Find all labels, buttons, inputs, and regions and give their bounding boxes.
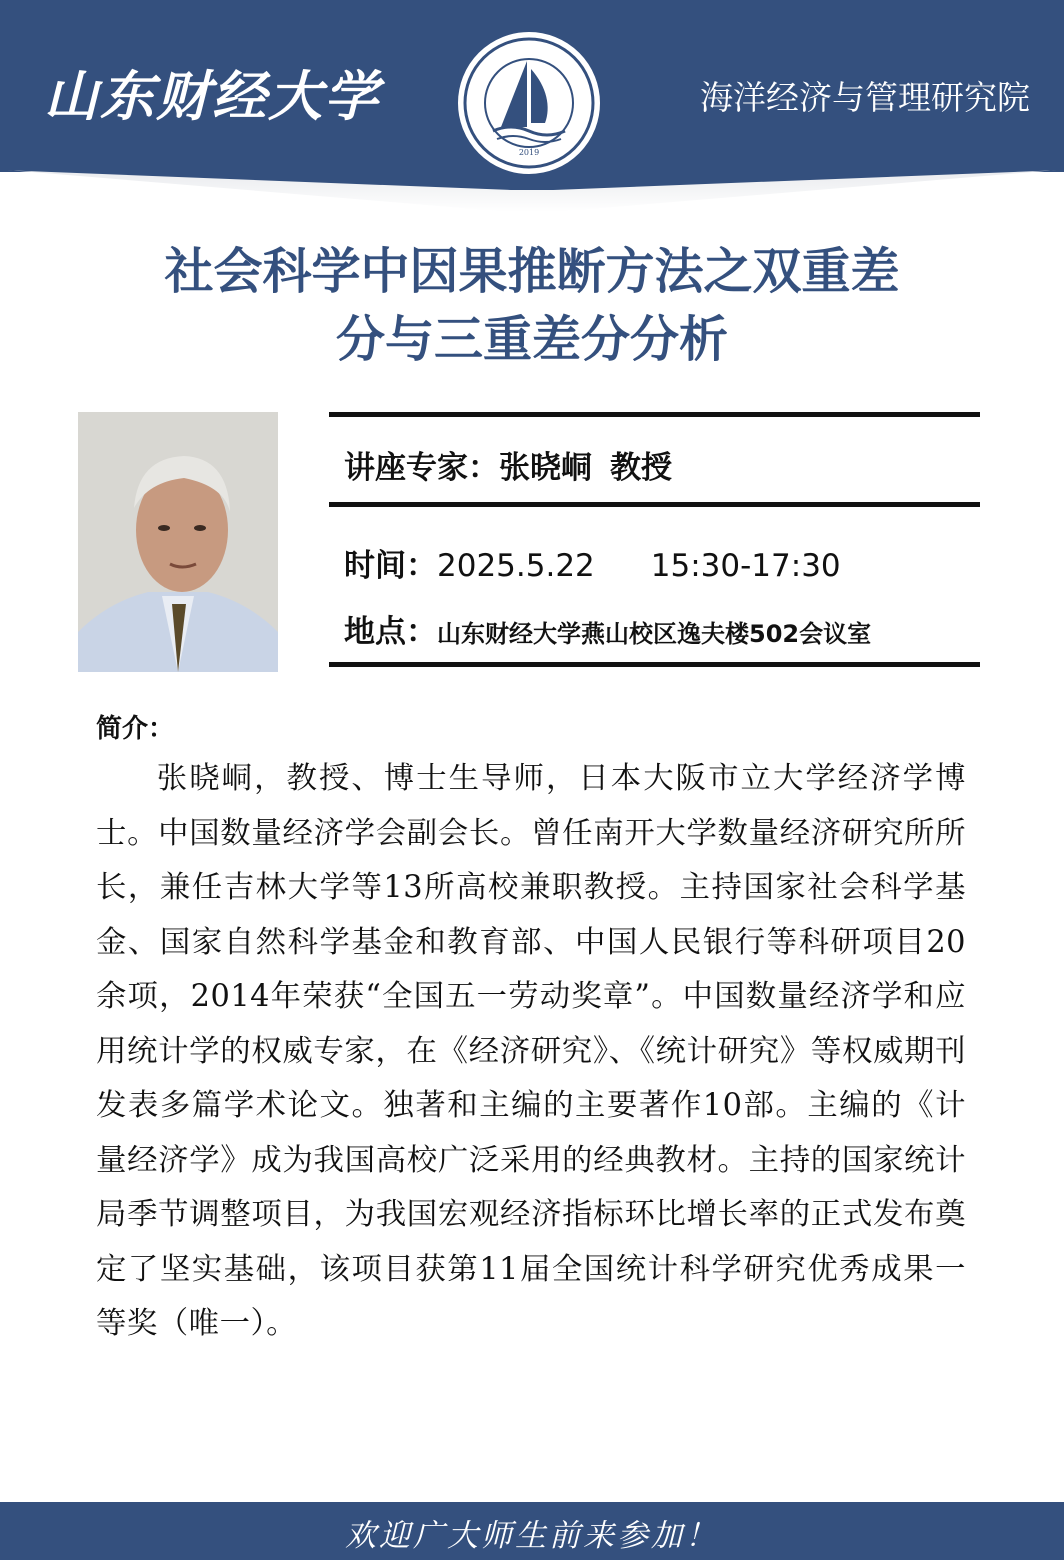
institute-logo — [458, 32, 600, 174]
intro-label: 简介： — [96, 714, 175, 744]
time-line — [344, 540, 841, 585]
speaker-portrait-icon — [78, 412, 278, 672]
lecture-title-line2: 分与三重差分分析 — [335, 311, 728, 368]
middle-divider — [329, 502, 980, 507]
intro-body: 张晓峒，教授、博士生导师，日本大阪市立大学经济学博士。中国数量经济学会副会长。曾任南开大学数量经济研究所所长，兼任吉林大学等13所高校兼职教授。主持国家社会科学基金、国家自然科学基金和教育部、中国人民银行等科研项目20余项，2014年荣获“全国五一劳动奖章”。中国数量经济学和应用统计学的权威专家，在《经济研究》、《统计研究》等权威期刊发表多篇学术论文。独著和主编的主要著作10部。主编的《计量经济学》成为我国高校广泛采用的经典教材。主持的国家统计局季节调整项目，为我国宏观经济指标环比增长率的正式发布奠定了坚实基础，该项目获第11届全国统计科学研究优秀成果一等奖（唯一）。 — [96, 761, 966, 1341]
time-label: 时间： — [344, 548, 437, 584]
bottom-divider — [329, 662, 980, 667]
place-label: 地点： — [344, 614, 437, 650]
svg-text:2019: 2019 — [518, 148, 540, 157]
speaker-rank: 教授 — [610, 450, 672, 486]
speaker-line — [344, 442, 672, 487]
speaker-label: 讲座专家： — [344, 450, 499, 486]
time-hours: 15:30-17:30 — [650, 548, 841, 584]
lecture-title — [60, 238, 1004, 374]
university-name: 山东财经大学 — [44, 64, 380, 128]
place-line — [344, 606, 871, 651]
time-date: 2025.5.22 — [437, 548, 595, 584]
institute-name: 海洋经济与管理研究院 — [700, 78, 1030, 117]
speaker-photo — [78, 412, 278, 672]
footer-invitation: 欢迎广大师生前来参加！ — [345, 1518, 719, 1554]
speaker-name: 张晓峒 — [499, 450, 592, 486]
sailboat-logo-icon — [461, 35, 597, 171]
top-divider — [329, 412, 980, 417]
place-address: 山东财经大学燕山校区逸夫楼502会议室 — [437, 620, 872, 648]
lecture-title-line1: 社会科学中因果推断方法之双重差 — [164, 243, 900, 300]
